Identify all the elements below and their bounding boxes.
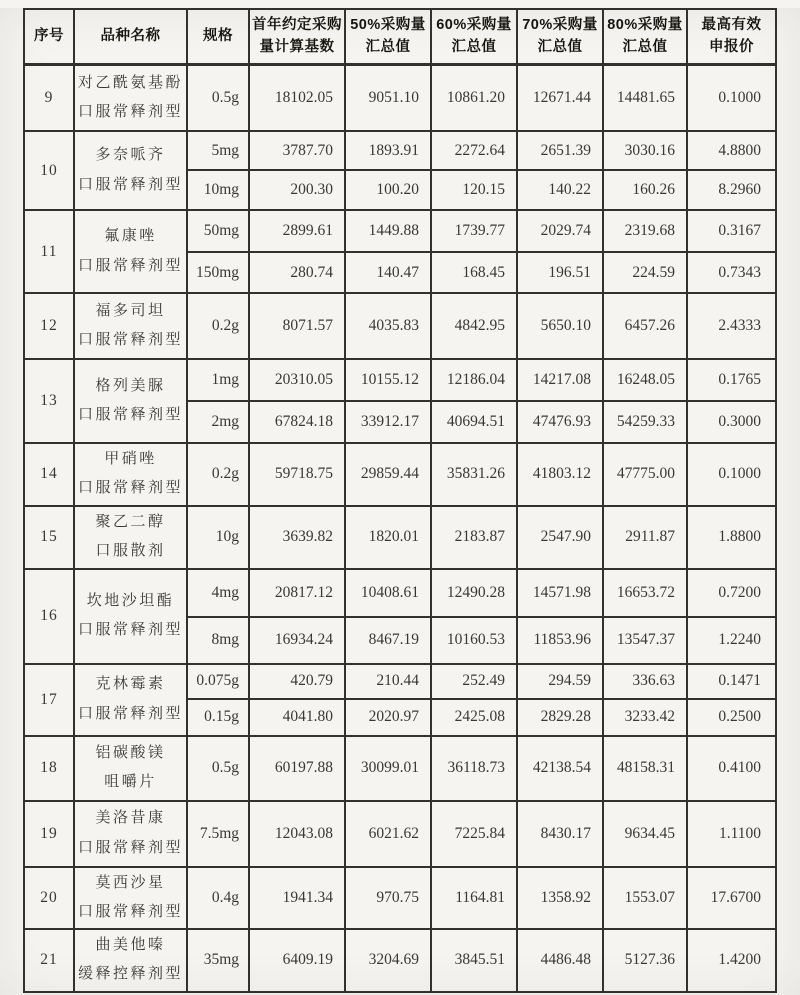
dosage-form: 口服常释剂型 (77, 407, 183, 423)
serial-cell: 11 (24, 210, 74, 293)
name-cell (74, 131, 187, 210)
spec-cell: 0.4g (187, 867, 249, 930)
max-price-cell: 0.1765 (687, 359, 776, 401)
drug-name: 氟康唑 (104, 228, 157, 245)
header-label: 60%采购量 (436, 16, 512, 33)
drug-name: 甲硝唑 (104, 451, 157, 467)
header-label: 量计算基数 (259, 39, 335, 56)
value-cell: 40694.51 (431, 401, 517, 443)
header-label: 最高有效 (701, 16, 762, 33)
name-cell (74, 506, 187, 569)
table-row (24, 506, 776, 569)
table-row (24, 64, 776, 131)
value-cell: 10155.12 (345, 359, 431, 401)
header-50pct (345, 9, 431, 64)
serial-cell: 14 (24, 443, 74, 506)
table-row (24, 929, 776, 992)
value-cell: 9051.10 (345, 64, 431, 131)
serial-cell: 10 (24, 131, 74, 210)
value-cell: 196.51 (517, 252, 603, 293)
drug-name: 对乙酰氨基酚 (77, 74, 183, 91)
value-cell: 9634.45 (603, 801, 687, 867)
table-row (24, 131, 776, 170)
value-cell: 16248.05 (603, 359, 687, 401)
table-row (24, 359, 776, 401)
header-60pct (431, 9, 517, 64)
max-price-cell: 1.8800 (687, 506, 776, 569)
value-cell: 1893.91 (345, 131, 431, 170)
name-cell (74, 929, 187, 992)
value-cell: 47476.93 (517, 401, 603, 443)
dosage-form: 口服常释剂型 (77, 903, 183, 920)
value-cell: 210.44 (345, 664, 431, 699)
value-cell: 2911.87 (603, 506, 687, 569)
serial-cell: 18 (24, 736, 74, 801)
value-cell: 12490.28 (431, 569, 517, 617)
value-cell: 54259.33 (603, 401, 687, 443)
value-cell: 48158.31 (603, 736, 687, 801)
value-cell: 1553.07 (603, 867, 687, 930)
value-cell: 2020.97 (345, 699, 431, 736)
value-cell: 252.49 (431, 664, 517, 699)
dosage-form: 咀嚼片 (104, 774, 157, 790)
serial-cell: 12 (24, 293, 74, 359)
spec-cell: 4mg (187, 569, 249, 617)
table-row (24, 293, 776, 359)
table-row (24, 443, 776, 506)
value-cell: 8071.57 (249, 293, 345, 359)
header-label: 汇总值 (451, 39, 497, 56)
value-cell: 2547.90 (517, 506, 603, 569)
max-price-cell: 1.1100 (687, 801, 776, 867)
name-cell (74, 293, 187, 359)
value-cell: 336.63 (603, 664, 687, 699)
serial-cell: 19 (24, 801, 74, 867)
value-cell: 11853.96 (517, 617, 603, 664)
header-first-year-base (249, 9, 345, 64)
dosage-form: 缓释控释剂型 (77, 966, 183, 983)
value-cell: 4041.80 (249, 699, 345, 736)
value-cell: 280.74 (249, 252, 345, 293)
value-cell: 1739.77 (431, 210, 517, 252)
table-header (24, 9, 776, 64)
spec-cell: 0.2g (187, 293, 249, 359)
name-cell (74, 569, 187, 664)
spec-cell: 10mg (187, 170, 249, 210)
dosage-form: 口服常释剂型 (77, 332, 183, 348)
spec-cell: 10g (187, 506, 249, 569)
value-cell: 4035.83 (345, 293, 431, 359)
drug-name: 福多司坦 (95, 302, 166, 319)
spec-cell: 8mg (187, 617, 249, 664)
value-cell: 4842.95 (431, 293, 517, 359)
serial-cell: 17 (24, 664, 74, 736)
max-price-cell: 17.6700 (687, 867, 776, 930)
max-price-cell: 0.1000 (687, 64, 776, 131)
spec-cell: 0.15g (187, 699, 249, 736)
value-cell: 5127.36 (603, 929, 687, 992)
value-cell: 29859.44 (345, 443, 431, 506)
header-label: 申报价 (709, 39, 754, 56)
max-price-cell: 0.3167 (687, 210, 776, 252)
spec-cell: 7.5mg (187, 801, 249, 867)
value-cell: 2029.74 (517, 210, 603, 252)
value-cell: 420.79 (249, 664, 345, 699)
value-cell: 2651.39 (517, 131, 603, 170)
value-cell: 18102.05 (249, 64, 345, 131)
value-cell: 2425.08 (431, 699, 517, 736)
max-price-cell: 1.2240 (687, 617, 776, 664)
value-cell: 3204.69 (345, 929, 431, 992)
value-cell: 3845.51 (431, 929, 517, 992)
value-cell: 14571.98 (517, 569, 603, 617)
name-cell (74, 867, 187, 930)
value-cell: 14217.08 (517, 359, 603, 401)
value-cell: 41803.12 (517, 443, 603, 506)
dosage-form: 口服常释剂型 (77, 705, 183, 722)
max-price-cell: 8.2960 (687, 170, 776, 210)
value-cell: 2183.87 (431, 506, 517, 569)
table-row (24, 867, 776, 930)
value-cell: 5650.10 (517, 293, 603, 359)
dosage-form: 口服常释剂型 (77, 622, 183, 638)
value-cell: 8430.17 (517, 801, 603, 867)
value-cell: 200.30 (249, 170, 345, 210)
value-cell: 3639.82 (249, 506, 345, 569)
value-cell: 1449.88 (345, 210, 431, 252)
value-cell: 7225.84 (431, 801, 517, 867)
spec-cell: 0.2g (187, 443, 249, 506)
header-row (24, 9, 776, 64)
header-label: 品种名称 (100, 28, 161, 45)
value-cell: 970.75 (345, 867, 431, 930)
header-label: 首年约定采购 (252, 16, 342, 33)
drug-name: 铝碳酸镁 (95, 744, 166, 761)
drug-name: 美洛昔康 (95, 810, 166, 827)
value-cell: 67824.18 (249, 401, 345, 443)
value-cell: 2899.61 (249, 210, 345, 252)
table-row (24, 664, 776, 699)
value-cell: 3787.70 (249, 131, 345, 170)
value-cell: 6457.26 (603, 293, 687, 359)
drug-name: 莫西沙星 (95, 874, 166, 891)
value-cell: 16653.72 (603, 569, 687, 617)
value-cell: 20817.12 (249, 569, 345, 617)
table-row (24, 736, 776, 801)
name-cell (74, 443, 187, 506)
dosage-form: 口服常释剂型 (77, 257, 183, 274)
dosage-form: 口服常释剂型 (77, 103, 183, 120)
value-cell: 8467.19 (345, 617, 431, 664)
max-price-cell: 4.8800 (687, 131, 776, 170)
value-cell: 2829.28 (517, 699, 603, 736)
name-cell (74, 64, 187, 131)
max-price-cell: 0.4100 (687, 736, 776, 801)
header-80pct (603, 9, 687, 64)
table-row (24, 210, 776, 252)
value-cell: 42138.54 (517, 736, 603, 801)
value-cell: 100.20 (345, 170, 431, 210)
serial-cell: 9 (24, 64, 74, 131)
value-cell: 33912.17 (345, 401, 431, 443)
procurement-table (23, 8, 777, 993)
value-cell: 6021.62 (345, 801, 431, 867)
spec-cell: 0.075g (187, 664, 249, 699)
max-price-cell: 0.2500 (687, 699, 776, 736)
value-cell: 10408.61 (345, 569, 431, 617)
max-price-cell: 0.7200 (687, 569, 776, 617)
header-spec (187, 9, 249, 64)
header-label: 70%采购量 (522, 16, 598, 33)
max-price-cell: 1.4200 (687, 929, 776, 992)
value-cell: 140.47 (345, 252, 431, 293)
drug-name: 曲美他嗪 (95, 937, 166, 953)
drug-name: 坎地沙坦酯 (86, 592, 175, 609)
max-price-cell: 0.7343 (687, 252, 776, 293)
header-product-name (74, 9, 187, 64)
spec-cell: 1mg (187, 359, 249, 401)
spec-cell: 50mg (187, 210, 249, 252)
value-cell: 294.59 (517, 664, 603, 699)
header-max-price (687, 9, 776, 64)
value-cell: 1820.01 (345, 506, 431, 569)
spec-cell: 150mg (187, 252, 249, 293)
value-cell: 36118.73 (431, 736, 517, 801)
header-70pct (517, 9, 603, 64)
spec-cell: 0.5g (187, 64, 249, 131)
value-cell: 4486.48 (517, 929, 603, 992)
value-cell: 160.26 (603, 170, 687, 210)
value-cell: 59718.75 (249, 443, 345, 506)
spec-cell: 5mg (187, 131, 249, 170)
value-cell: 168.45 (431, 252, 517, 293)
value-cell: 13547.37 (603, 617, 687, 664)
value-cell: 1358.92 (517, 867, 603, 930)
value-cell: 10160.53 (431, 617, 517, 664)
value-cell: 2319.68 (603, 210, 687, 252)
value-cell: 12671.44 (517, 64, 603, 131)
dosage-form: 口服常释剂型 (77, 480, 183, 497)
serial-cell: 21 (24, 929, 74, 992)
value-cell: 224.59 (603, 252, 687, 293)
name-cell (74, 736, 187, 801)
max-price-cell: 2.4333 (687, 293, 776, 359)
dosage-form: 口服散剂 (95, 543, 166, 559)
header-label: 汇总值 (365, 39, 411, 56)
name-cell (74, 210, 187, 293)
value-cell: 60197.88 (249, 736, 345, 801)
serial-cell: 16 (24, 569, 74, 664)
drug-name: 格列美脲 (95, 377, 166, 394)
name-cell (74, 801, 187, 867)
spec-cell: 35mg (187, 929, 249, 992)
name-cell (74, 359, 187, 443)
serial-cell: 20 (24, 867, 74, 930)
value-cell: 47775.00 (603, 443, 687, 506)
spec-cell: 2mg (187, 401, 249, 443)
value-cell: 12043.08 (249, 801, 345, 867)
drug-name: 克林霉素 (95, 676, 166, 693)
table-row (24, 569, 776, 617)
dosage-form: 口服常释剂型 (77, 839, 183, 856)
value-cell: 10861.20 (431, 64, 517, 131)
drug-name: 聚乙二醇 (95, 513, 166, 530)
value-cell: 30099.01 (345, 736, 431, 801)
value-cell: 3233.42 (603, 699, 687, 736)
name-cell (74, 664, 187, 736)
header-label: 规格 (203, 28, 233, 45)
value-cell: 140.22 (517, 170, 603, 210)
header-label: 50%采购量 (350, 16, 426, 33)
header-serial (24, 9, 74, 64)
value-cell: 1164.81 (431, 867, 517, 930)
max-price-cell: 0.3000 (687, 401, 776, 443)
value-cell: 2272.64 (431, 131, 517, 170)
value-cell: 20310.05 (249, 359, 345, 401)
header-label: 80%采购量 (607, 16, 683, 33)
value-cell: 6409.19 (249, 929, 345, 992)
max-price-cell: 0.1000 (687, 443, 776, 506)
value-cell: 16934.24 (249, 617, 345, 664)
header-label: 汇总值 (537, 39, 583, 56)
header-label: 序号 (34, 28, 64, 45)
table-row (24, 801, 776, 867)
dosage-form: 口服常释剂型 (77, 176, 183, 193)
header-label: 汇总值 (622, 39, 668, 56)
value-cell: 14481.65 (603, 64, 687, 131)
value-cell: 1941.34 (249, 867, 345, 930)
serial-cell: 13 (24, 359, 74, 443)
value-cell: 12186.04 (431, 359, 517, 401)
serial-cell: 15 (24, 506, 74, 569)
table-body (24, 64, 776, 992)
value-cell: 120.15 (431, 170, 517, 210)
drug-name: 多奈哌齐 (95, 147, 166, 164)
value-cell: 3030.16 (603, 131, 687, 170)
max-price-cell: 0.1471 (687, 664, 776, 699)
value-cell: 35831.26 (431, 443, 517, 506)
spec-cell: 0.5g (187, 736, 249, 801)
